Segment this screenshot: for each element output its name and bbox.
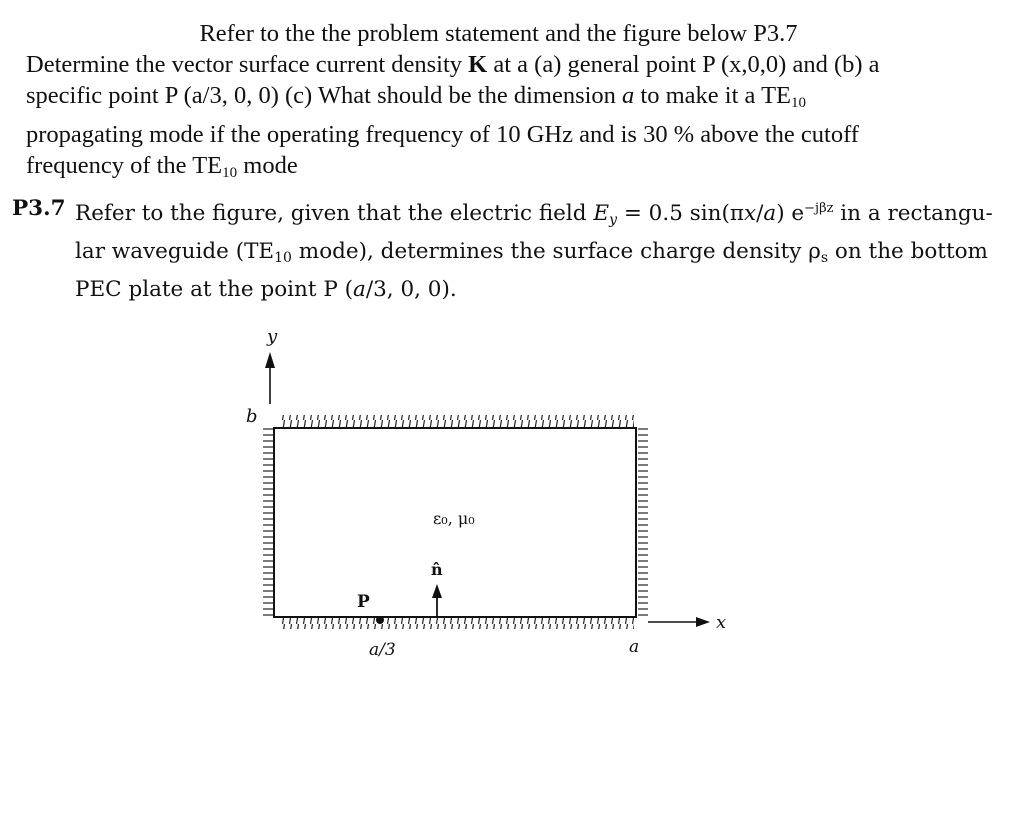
problem-line-3: PEC plate at the point P (a/3, 0, 0). [75, 277, 457, 303]
left-wall-hatch [263, 428, 273, 618]
y-axis [265, 352, 275, 404]
question-line-5: frequency of the TE10 mode [26, 152, 298, 181]
normal-label: n̂ [431, 560, 443, 579]
a-third-label: a/3 [369, 640, 396, 660]
question-line-4: propagating mode if the operating frequency of 10 GHz and is 30 % above the cutoff [26, 121, 859, 148]
x-axis-label: x [716, 612, 727, 633]
bottom-wall-hatch [278, 617, 634, 629]
right-wall-hatch [638, 428, 648, 618]
medium-label: ε₀, μ₀ [433, 509, 475, 528]
problem-label: P3.7 [12, 196, 66, 221]
question-line-2: Determine the vector surface current density K at a (a) general point P (x,0,0) and (b) a [26, 51, 880, 78]
question-line-3: specific point P (a/3, 0, 0) (c) What should be the dimension a to make it a TE10 [26, 82, 807, 111]
problem-line-2: lar waveguide (TE10 mode), determines the surface charge density ρs on the bottom [75, 239, 988, 267]
vector-K: K [468, 51, 488, 78]
normal-arrow [432, 584, 442, 616]
top-wall-hatch [278, 415, 634, 427]
x-axis [648, 617, 710, 627]
question-title: Refer to the the problem statement and the figure below P3.7 [199, 20, 798, 47]
y-axis-label: y [267, 326, 278, 347]
point-p-label: P [357, 592, 370, 612]
point-p-marker [376, 616, 384, 624]
dimension-a: a [622, 82, 635, 109]
a-label: a [629, 637, 640, 657]
b-label: b [246, 406, 258, 427]
problem-line-1: Refer to the figure, given that the electric field Ey = 0.5 sin(πx/a) $e^{-j\beta z}$ in a rectangu- [75, 201, 993, 229]
